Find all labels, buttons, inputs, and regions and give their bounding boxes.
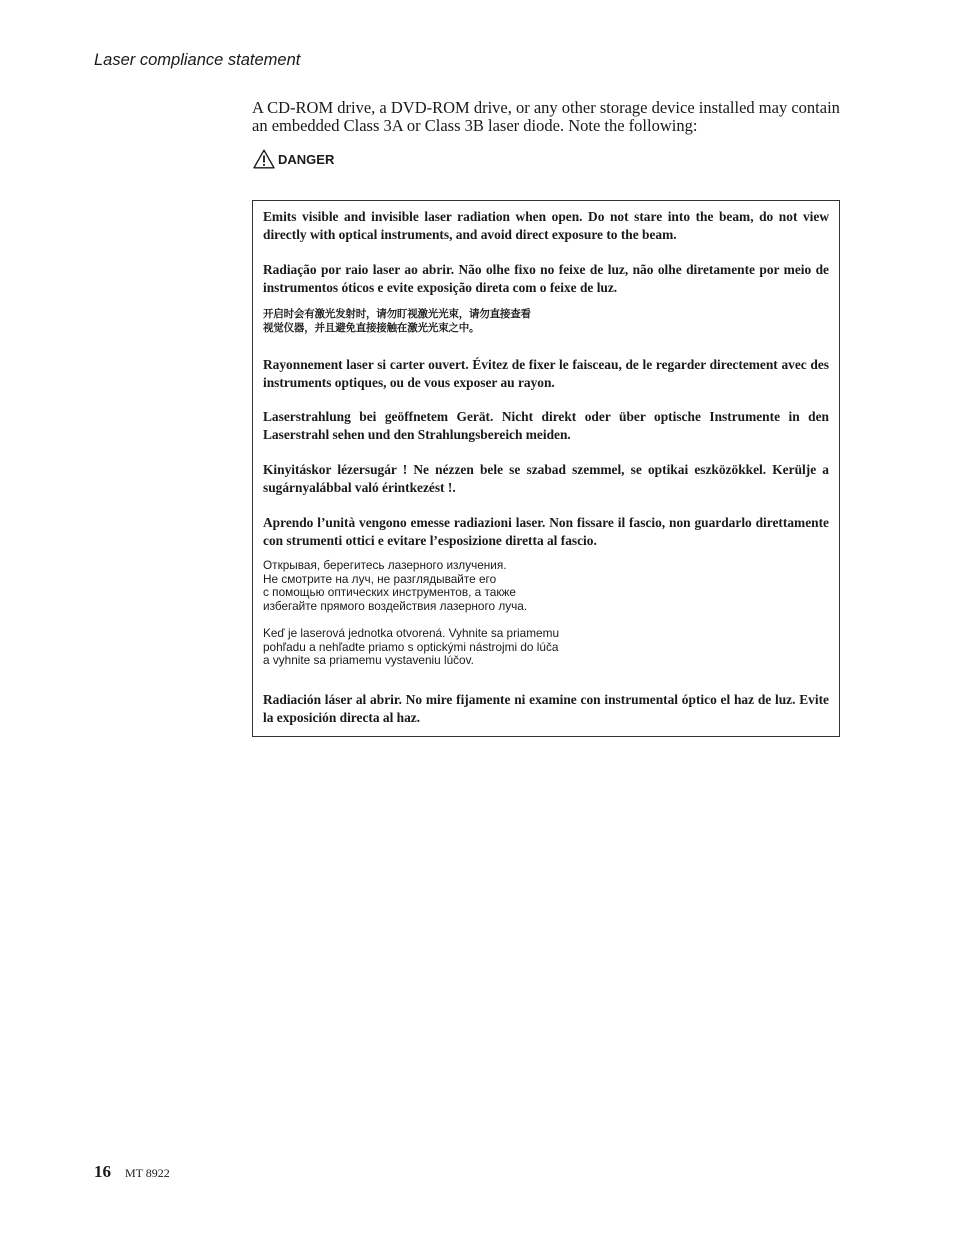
message-russian <box>263 559 829 613</box>
message-slovak <box>263 627 829 668</box>
message-german: Laserstrahlung bei geöffnetem Gerät. Nicht direkt oder über optische Instrumente in den Laserstrahl sehen und den Strahlungsbereich meiden. <box>263 409 829 442</box>
message-slovak-line: a vyhnite sa priamemu vystaveniu lúčov. <box>263 653 474 667</box>
message-english: Emits visible and invisible laser radiation when open. Do not stare into the beam, do not view directly with optical instruments, and avoid direct exposure to the beam. <box>263 209 829 242</box>
message-russian-line: Открывая, берегитесь лазерного излучения. <box>263 558 507 572</box>
intro-paragraph: A CD-ROM drive, a DVD-ROM drive, or any other storage device installed may contain an embedded Class 3A or Class 3B laser diode. Note the following: <box>252 98 840 135</box>
page-number: 16 <box>94 1162 111 1181</box>
danger-label: DANGER <box>278 151 335 167</box>
message-russian-line: с помощью оптических инструментов, а также <box>263 585 516 599</box>
message-italian: Aprendo l’unità vengono emesse radiazioni laser. Non fissare il fascio, non guardarlo direttamente con strumenti ottici e evitare l’esposizione diretta al fascio. <box>263 515 829 548</box>
message-slovak-line: pohľadu a nehľadte priamo s optickými nástrojmi do lúča <box>263 639 559 654</box>
danger-heading <box>253 148 334 170</box>
laser-warning-box <box>252 200 840 737</box>
message-slovak-line: Keď je laserová jednotka otvorená. Vyhnite sa priamemu <box>263 626 559 640</box>
message-hungarian: Kinyitáskor lézersugár ! Ne nézzen bele se szabad szemmel, se optikai eszközökkel. Kerülje a sugárnyalábbal való érintkezést !. <box>263 462 829 495</box>
section-title: Laser compliance statement <box>94 51 301 69</box>
machine-type: MT 8922 <box>125 1166 170 1180</box>
message-french: Rayonnement laser si carter ouvert. Évitez de fixer le faisceau, de le regarder directement avec des instruments optiques, ou de vous exposer au rayon. <box>263 357 829 390</box>
message-russian-line: Не смотрите на луч, не разглядывайте его <box>263 571 497 586</box>
message-chinese-line: 视觉仪器，并且避免直接接触在激光光束之中。 <box>263 322 480 334</box>
message-portuguese: Radiação por raio laser ao abrir. Não olhe fixo no feixe de luz, não olhe diretamente por meio de instrumentos óticos e evite exposição direta com o feixe de luz. <box>263 262 829 295</box>
message-russian-line: избегайте прямого воздействия лазерного луча. <box>263 598 528 613</box>
message-chinese <box>263 307 829 335</box>
message-chinese-line: 开启时会有激光发射时，请勿盯视激光光束，请勿直接查看 <box>263 308 531 320</box>
page-footer <box>94 1162 170 1182</box>
warning-triangle-icon <box>253 149 275 169</box>
message-spanish: Radiación láser al abrir. No mire fijamente ni examine con instrumental óptico el haz de luz. Evite la exposición directa al haz. <box>263 692 829 725</box>
